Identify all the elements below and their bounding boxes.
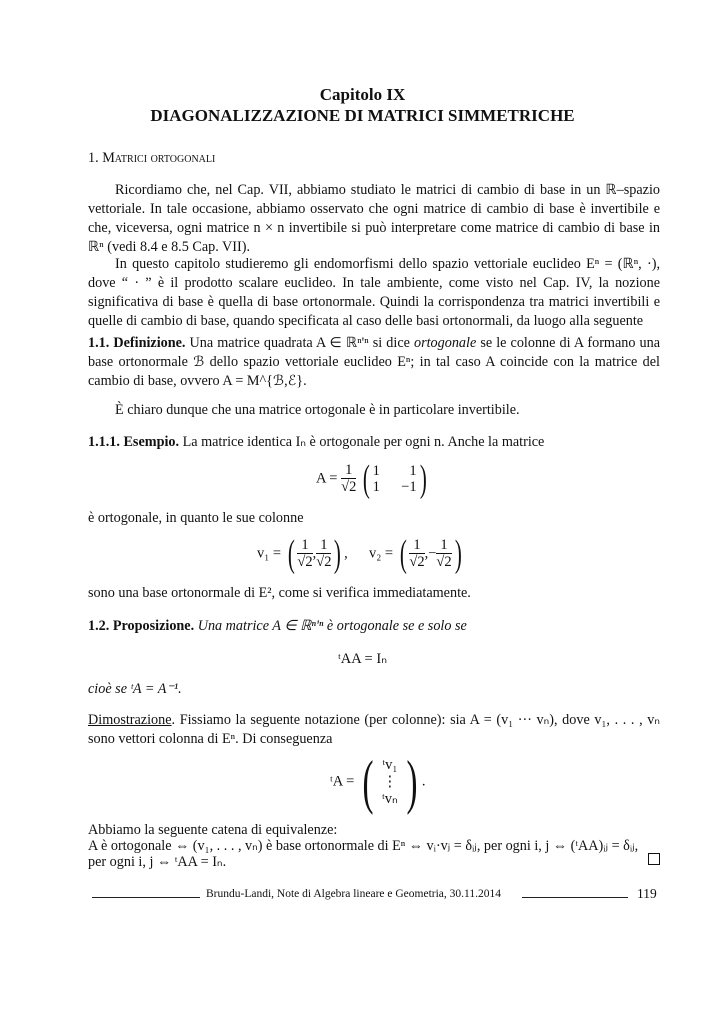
example-heading: 1.1.1. Esempio. <box>88 434 180 450</box>
definition-1-1 <box>88 334 660 391</box>
fraction-numerator: 1 <box>297 538 312 554</box>
matrix-lhs: A = <box>316 470 338 487</box>
footer-rule-left <box>92 897 200 898</box>
proof-label: Dimostrazione <box>88 712 172 728</box>
section-heading: 1. Matrici ortogonali <box>88 150 216 166</box>
fraction-denominator: √2 <box>341 479 357 495</box>
fraction-numerator: 1 <box>436 538 451 554</box>
v1-lhs: v₁ = <box>257 545 282 562</box>
proof-paragraph <box>88 711 660 749</box>
proof-text: . Fissiamo la seguente notazione (per colonne): sia A = (v₁ ··· vₙ), dove v₁, . . . , vₙ sono vettori colonna di Eⁿ. Di conseguenza <box>88 712 660 747</box>
fraction-numerator: 1 <box>409 538 424 554</box>
footer-text: Brundu-Landi, Note di Algebra lineare e Geometria, 30.11.2014 <box>206 888 501 900</box>
fraction-numerator: 1 <box>341 463 356 479</box>
example-1-1-1 <box>88 434 544 451</box>
matrix-a-formula: A = $\frac{1}{√2}$ ( 1 1 1 −1) <box>316 458 427 500</box>
matrix-cell: −1 <box>401 479 417 495</box>
proof-chain-line2: per ogni i, j ⇔ ᵗAA = Iₙ. <box>88 854 227 870</box>
fraction-denominator: √2 <box>436 554 452 570</box>
proof-chain-intro: Abbiamo la seguente catena di equivalenze: <box>88 822 338 838</box>
transpose-lhs: ᵗA = <box>330 773 355 790</box>
minus-sign: − <box>428 545 437 562</box>
matrix-cell: 1 <box>409 463 417 479</box>
v2-lhs: v₂ = <box>368 545 394 562</box>
comma: , <box>344 545 348 562</box>
vectors-formula: v₁ = ( $\frac{1}{√2}$ , $\frac{1}{√2}$ ) , v₂ = ( $\frac{1}{√2}$ ,− $\frac{1}{√2}$ ) <box>257 533 462 575</box>
fraction-denominator: √2 <box>316 554 332 570</box>
footer-rule-right <box>522 897 628 898</box>
example-text: La matrice identica Iₙ è ortogonale per ogni n. Anche la matrice <box>179 434 545 450</box>
transpose-matrix-formula: ᵗA = ( ᵗv₁ ⋮ ᵗvₙ ) . <box>330 749 426 815</box>
definition-italic-term: ortogonale <box>414 335 477 351</box>
proposition-text: Una matrice A ∈ ℝⁿ'ⁿ è ortogonale se e solo se <box>194 618 467 634</box>
chapter-title: Capitolo IX <box>319 85 406 104</box>
chapter-subtitle: DIAGONALIZZAZIONE DI MATRICI SIMMETRICHE <box>150 106 575 125</box>
proposition-formula: ᵗAA = Iₙ <box>338 651 387 667</box>
comma: , <box>312 545 317 562</box>
transpose-column <box>378 757 402 808</box>
definition-text-b: se le colonne di A formano una base ortonormale ℬ dello spazio vettoriale euclideo Eⁿ; in tal caso A coincide con la matrice del cambio di base, ovvero A = M^{ℬ,ℰ}. <box>88 335 661 389</box>
matrix-cell: 1 <box>372 479 380 495</box>
period: . <box>421 773 426 790</box>
example-conclusion: sono una base ortonormale di E², come si verifica immediatamente. <box>88 585 471 601</box>
remark-text: È chiaro dunque che una matrice ortogonale è in particolare invertibile. <box>115 402 520 418</box>
fraction <box>436 538 451 570</box>
fraction <box>316 538 331 570</box>
matrix-scalar-fraction <box>341 463 356 495</box>
comma: , <box>424 545 429 562</box>
proposition-1-2 <box>88 618 467 635</box>
matrix-row: ᵗvₙ <box>381 790 398 807</box>
intro-paragraph-1: Ricordiamo che, nel Cap. VII, abbiamo studiato le matrici di cambio di base in un ℝ–spazio vettoriale. In tale occasione, abbiamo osservato che ogni matrice di cambio di base è invertibile e che, viceversa, ogni matrice n × n invertibile si può interpretare come matrice di cambio di base in ℝⁿ (vedi 8.4 e 8.5 Cap. VII). <box>88 182 660 255</box>
fraction-denominator: √2 <box>297 554 313 570</box>
definition-heading: 1.1. Definizione. <box>88 335 186 351</box>
qed-square-icon <box>648 853 660 865</box>
fraction-numerator: 1 <box>316 538 331 554</box>
proof-chain-line1: A è ortogonale ⇔ (v₁, . . . , vₙ) è base ortonormale di Eⁿ ⇔ vᵢ·vⱼ = δᵢⱼ, per ogni i, j ⇔ (ᵗAA)ᵢⱼ = δᵢⱼ, <box>88 838 639 854</box>
proposition-heading: 1.2. Proposizione. <box>88 618 195 634</box>
matrix-cell: 1 <box>372 463 380 479</box>
matrix-row: ᵗv₁ <box>382 756 398 773</box>
proposition-equivalent: cioè se ᵗA = A⁻¹. <box>88 681 182 697</box>
definition-text-a: Una matrice quadrata A ∈ ℝⁿ'ⁿ si dice <box>185 335 414 351</box>
fraction <box>297 538 312 570</box>
matrix-row: ⋮ <box>382 773 398 790</box>
page-number: 119 <box>637 886 657 901</box>
fraction-denominator: √2 <box>409 554 425 570</box>
example-continuation: è ortogonale, in quanto le sue colonne <box>88 510 304 526</box>
matrix-body <box>373 463 417 495</box>
fraction <box>409 538 424 570</box>
intro-paragraph-2: In questo capitolo studieremo gli endomorfismi dello spazio vettoriale euclideo Eⁿ = (ℝⁿ, ·), dove “ · ” è il prodotto scalare euclideo. In tale ambiente, come visto nel Cap. IV, la nozione significativa di base è quella di base ortonormale. Quindi la corrispondenza tra matrici invertibili e quelle di cambio di base, quando specificata al caso delle basi ortonormali, da luogo alla seguente <box>88 256 660 329</box>
